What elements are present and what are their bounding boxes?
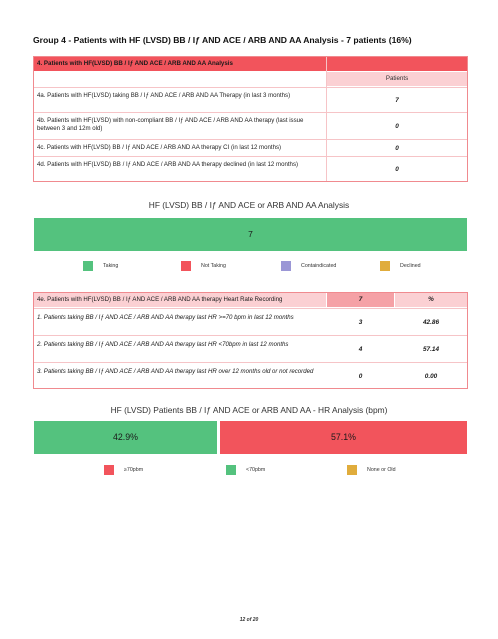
legend-swatch <box>226 465 236 475</box>
legend-label: Not Taking <box>201 263 226 269</box>
heart-rate-table <box>33 292 468 389</box>
patients-column-header: Patients <box>327 72 467 86</box>
table-row <box>34 362 467 390</box>
legend-swatch <box>281 261 291 271</box>
legend-swatch <box>181 261 191 271</box>
page-number: 12 of 20 <box>239 617 259 623</box>
table-row <box>34 87 467 112</box>
table-row <box>34 112 467 139</box>
row-count: 3 <box>358 319 363 326</box>
table-row <box>34 139 467 156</box>
legend-label: Declined <box>400 263 421 269</box>
row-count: 0 <box>358 373 363 380</box>
table-header-cell <box>327 57 467 71</box>
row-value: 0 <box>395 166 399 173</box>
row-value: 7 <box>395 97 399 104</box>
legend-label: Taking <box>103 263 119 269</box>
chart-title: HF (LVSD) Patients BB / Iƒ AND ACE or ARB AND AA - HR Analysis (bpm) <box>110 405 388 415</box>
count-column-header: 7 <box>327 293 394 307</box>
row-label: 4b. Patients with HF(LVSD) with non-compliant BB / Iƒ AND ACE / ARB AND AA therapy (last issue between 3 and 12m old) <box>37 117 304 132</box>
table-row <box>34 308 467 335</box>
legend-label: ≥70pbm <box>124 467 144 473</box>
row-label: 3. Patients taking BB / Iƒ AND ACE / ARB AND AA therapy last HR over 12 months old or not recorded <box>37 368 314 375</box>
table-row <box>34 335 467 362</box>
row-value: 0 <box>395 123 399 130</box>
row-count: 4 <box>358 346 363 353</box>
legend-swatch <box>83 261 93 271</box>
legend-label: None or Old <box>367 467 396 473</box>
hr-over-70-segment: 57.1% <box>220 421 467 454</box>
hr-under-70-segment: 42.9% <box>34 421 217 454</box>
legend-label: <70pbm <box>246 467 266 473</box>
row-label: 1. Patients taking BB / Iƒ AND ACE / ARB AND AA therapy last HR >=70 bpm in last 12 months <box>37 314 294 321</box>
row-label: 2. Patients taking BB / Iƒ AND ACE / ARB AND AA therapy last HR <70bpm in last 12 months <box>37 341 289 348</box>
row-label: 4d. Patients with HF(LVSD) BB / Iƒ AND ACE / ARB AND AA therapy declined (in last 12 months) <box>37 161 299 168</box>
legend-swatch <box>104 465 114 475</box>
row-percent: 42.86 <box>423 319 439 326</box>
table-subheader-blank <box>34 72 326 86</box>
row-percent: 57.14 <box>423 346 439 353</box>
table-header: 4e. Patients with HF(LVSD) BB / Iƒ AND ACE / ARB AND AA therapy Heart Rate Recording <box>34 293 326 307</box>
legend-swatch <box>347 465 357 475</box>
page-heading: Group 4 - Patients with HF (LVSD) BB / Iƒ AND ACE / ARB AND AA Analysis - 7 patients (16%) <box>33 35 412 45</box>
row-label: 4a. Patients with HF(LVSD) taking BB / Iƒ AND ACE / ARB AND AA Therapy (in last 3 months) <box>37 92 291 99</box>
taking-bar: 7 <box>34 218 467 251</box>
legend-label: Containdicated <box>301 263 337 269</box>
chart-title: HF (LVSD) BB / Iƒ AND ACE or ARB AND AA Analysis <box>148 200 350 210</box>
row-label: 4c. Patients with HF(LVSD) BB / Iƒ AND ACE / ARB AND AA therapy CI (in last 12 months) <box>37 144 282 151</box>
row-value: 0 <box>395 145 399 152</box>
chart-legend <box>0 260 498 272</box>
table-row <box>34 156 467 183</box>
legend-swatch <box>380 261 390 271</box>
patients-analysis-table <box>33 56 468 182</box>
percent-column-header: % <box>395 293 467 307</box>
row-percent: 0.00 <box>424 373 438 380</box>
table-header: 4. Patients with HF(LVSD) BB / Iƒ AND ACE / ARB AND AA Analysis <box>34 57 326 71</box>
chart-legend <box>0 464 498 476</box>
